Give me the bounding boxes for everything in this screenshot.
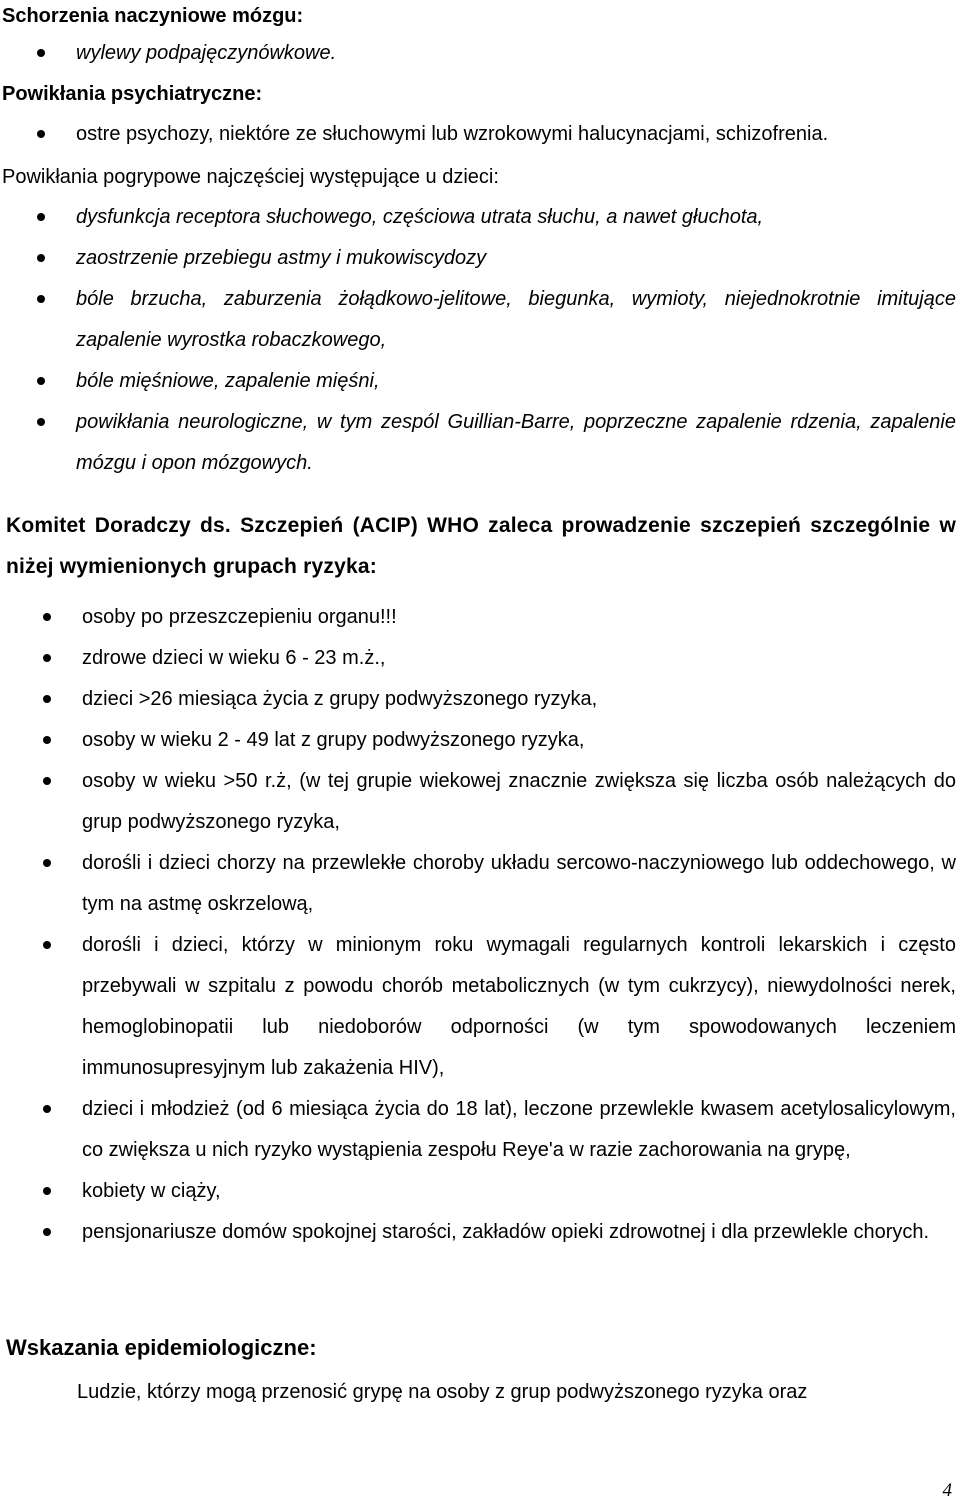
bullet-icon <box>43 777 51 785</box>
paragraph-epidemiology: Ludzie, którzy mogą przenosić grypę na osoby z grup podwyższonego ryzyka oraz <box>77 1381 808 1403</box>
list-psychiatric <box>0 114 956 155</box>
bullet-icon <box>37 418 45 426</box>
bullet-icon <box>43 1187 51 1195</box>
list-item: kobiety w ciąży, <box>0 1171 956 1212</box>
heading-vascular: Schorzenia naczyniowe mózgu: <box>2 5 304 27</box>
bullet-icon <box>37 377 45 385</box>
list-item: dorośli i dzieci chorzy na przewlekłe choroby układu sercowo-naczyniowego lub oddechowego, w tym na astmę oskrzelową, <box>0 843 956 925</box>
bullet-icon <box>37 254 45 262</box>
heading-psychiatric: Powikłania psychiatryczne: <box>2 83 263 105</box>
bullet-icon <box>43 695 51 703</box>
list-item: zaostrzenie przebiegu astmy i mukowiscydozy <box>0 238 956 279</box>
list-vascular <box>0 33 956 74</box>
bullet-icon <box>43 654 51 662</box>
list-item: zdrowe dzieci w wieku 6 - 23 m.ż., <box>0 638 956 679</box>
list-item: osoby po przeszczepieniu organu!!! <box>0 597 956 638</box>
list-item: dzieci >26 miesiąca życia z grupy podwyższonego ryzyka, <box>0 679 956 720</box>
list-item: ostre psychozy, niektóre ze słuchowymi lub wzrokowymi halucynacjami, schizofrenia. <box>0 114 956 155</box>
list-item: pensjonariusze domów spokojnej starości, zakładów opieki zdrowotnej i dla przewlekle chorych. <box>0 1212 956 1253</box>
bullet-icon <box>43 613 51 621</box>
list-item: bóle mięśniowe, zapalenie mięśni, <box>0 361 956 402</box>
bullet-icon <box>37 130 45 138</box>
list-item: bóle brzucha, zaburzenia żołądkowo-jelitowe, biegunka, wymioty, niejednokrotnie imitujące zapalenie wyrostka robaczkowego, <box>0 279 956 361</box>
list-item: powikłania neurologiczne, w tym zespól Guillian-Barre, poprzeczne zapalenie rdzenia, zapalenie mózgu i opon mózgowych. <box>0 402 956 484</box>
heading-children: Powikłania pogrypowe najczęściej występujące u dzieci: <box>2 166 499 188</box>
bullet-icon <box>37 213 45 221</box>
bullet-icon <box>43 941 51 949</box>
bullet-icon <box>43 1228 51 1236</box>
list-acip <box>0 597 956 1253</box>
heading-epidemiology: Wskazania epidemiologiczne: <box>6 1335 317 1360</box>
list-item: dorośli i dzieci, którzy w minionym roku wymagali regularnych kontroli lekarskich i często przebywali w szpitalu z powodu chorób metabolicznych (w tym cukrzycy), niewydolności nerek, hemoglobinopatii lub niedoborów odporności (w tym spowodowanych leczeniem immunosupresyjnym lub zakażenia HIV), <box>0 925 956 1089</box>
list-item: osoby w wieku >50 r.ż, (w tej grupie wiekowej znacznie zwiększa się liczba osób należących do grup podwyższonego ryzyka, <box>0 761 956 843</box>
list-children <box>0 197 956 484</box>
bullet-icon <box>43 1105 51 1113</box>
bullet-icon <box>37 49 45 57</box>
list-item: osoby w wieku 2 - 49 lat z grupy podwyższonego ryzyka, <box>0 720 956 761</box>
list-item: dysfunkcja receptora słuchowego, częściowa utrata słuchu, a nawet głuchota, <box>0 197 956 238</box>
page-number: 4 <box>942 1480 952 1501</box>
bullet-icon <box>37 295 45 303</box>
heading-acip: Komitet Doradczy ds. Szczepień (ACIP) WHO zaleca prowadzenie szczepień szczególnie w niżej wymienionych grupach ryzyka: <box>6 514 956 578</box>
bullet-icon <box>43 736 51 744</box>
bullet-icon <box>43 859 51 867</box>
list-item: wylewy podpajęczynówkowe. <box>0 33 956 74</box>
list-item: dzieci i młodzież (od 6 miesiąca życia do 18 lat), leczone przewlekle kwasem acetylosalicylowym, co zwiększa u nich ryzyko wystąpienia zespołu Reye'a w razie zachorowania na grypę, <box>0 1089 956 1171</box>
